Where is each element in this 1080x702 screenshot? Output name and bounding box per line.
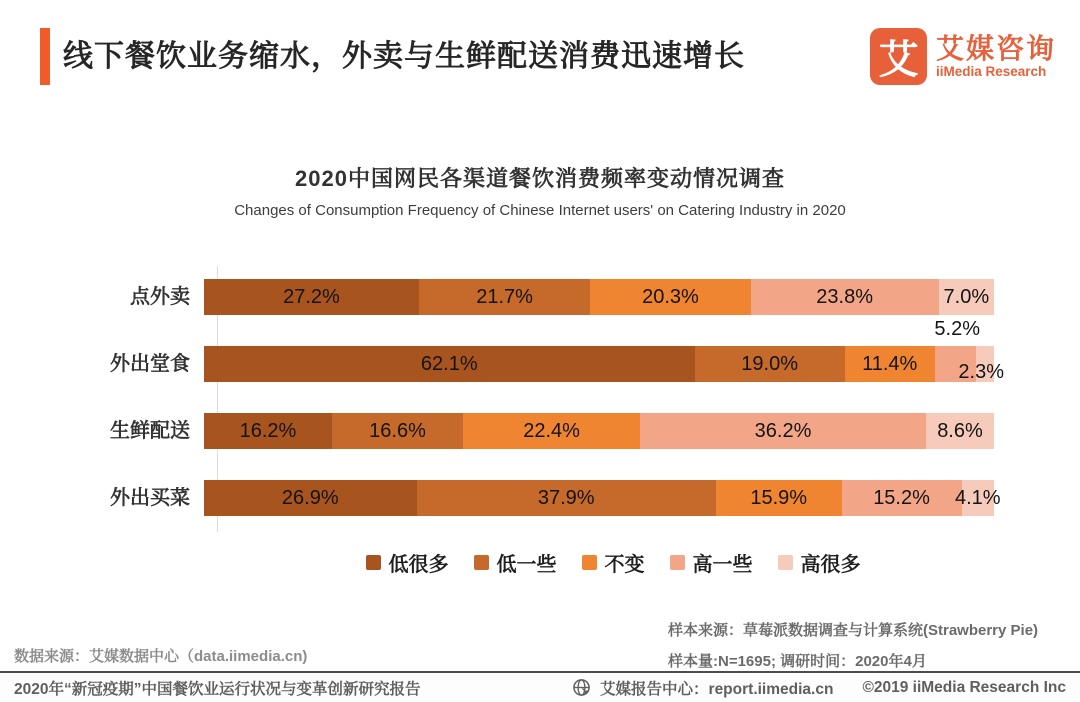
segment-value-label: 2.3% bbox=[958, 361, 1004, 383]
stacked-bar-chart bbox=[0, 279, 1080, 547]
legend-item bbox=[670, 548, 753, 577]
segment-value-label: 7.0% bbox=[943, 285, 990, 308]
legend-item bbox=[366, 548, 449, 577]
segment-value-label: 15.9% bbox=[750, 486, 808, 509]
bar-segment bbox=[954, 480, 1001, 516]
segment-value-label: 16.2% bbox=[239, 419, 297, 442]
legend-label: 高很多 bbox=[800, 554, 861, 576]
header bbox=[40, 28, 1056, 85]
bar-segment bbox=[845, 346, 935, 382]
legend-item bbox=[474, 548, 557, 577]
category-label: 外出买菜 bbox=[110, 487, 190, 509]
legend-swatch bbox=[670, 555, 685, 570]
chart-title: 2020中国网民各渠道餐饮消费频率变动情况调查 bbox=[295, 166, 785, 191]
chart-legend bbox=[218, 548, 1008, 577]
sample-info bbox=[668, 615, 1038, 677]
bar-segment bbox=[640, 413, 926, 449]
accent-bar bbox=[40, 28, 50, 85]
segment-value-label: 23.8% bbox=[816, 285, 874, 308]
bar-segment bbox=[590, 279, 750, 315]
bar-segment bbox=[204, 480, 417, 516]
segment-value-label: 37.9% bbox=[537, 486, 595, 509]
bar-segment bbox=[204, 413, 332, 449]
legend-label: 高一些 bbox=[692, 554, 753, 576]
bar-segment bbox=[417, 480, 716, 516]
legend-swatch bbox=[778, 555, 793, 570]
bar-segment bbox=[419, 279, 590, 315]
segment-value-label: 16.6% bbox=[369, 419, 426, 442]
segment-value-label: 62.1% bbox=[420, 352, 478, 375]
logo-name-en: iiMedia Research bbox=[935, 63, 1047, 79]
legend-swatch bbox=[474, 555, 489, 570]
bar-segment bbox=[695, 346, 845, 382]
bar-segment bbox=[842, 480, 962, 516]
segment-value-label: 5.2% bbox=[934, 318, 980, 340]
copyright: ©2019 iiMedia Research Inc bbox=[862, 678, 1066, 696]
bar-track bbox=[204, 279, 994, 315]
segment-value-label: 11.4% bbox=[862, 352, 918, 375]
bar-segment bbox=[926, 413, 994, 449]
legend-swatch bbox=[366, 555, 381, 570]
footer-strip bbox=[0, 673, 1080, 702]
sample-source: 样本来源：草莓派数据调查与计算系统(Strawberry Pie) bbox=[668, 622, 1039, 639]
legend-label: 不变 bbox=[604, 554, 645, 576]
legend-label: 低一些 bbox=[496, 554, 557, 576]
bar-row bbox=[0, 480, 1080, 516]
data-source: 数据来源：艾媒数据中心（data.iimedia.cn) bbox=[14, 648, 308, 665]
globe-icon bbox=[572, 678, 591, 697]
segment-value-label: 22.4% bbox=[523, 419, 580, 442]
category-label: 生鲜配送 bbox=[110, 420, 190, 442]
category-label: 点外卖 bbox=[130, 286, 190, 308]
bar-segment bbox=[751, 279, 939, 315]
bar-segment bbox=[204, 346, 695, 382]
segment-value-label: 21.7% bbox=[476, 285, 533, 308]
iimedia-logo-icon: 艾 bbox=[870, 28, 927, 85]
bar-track bbox=[204, 480, 1001, 516]
segment-value-label: 27.2% bbox=[283, 285, 340, 308]
bar-segment bbox=[204, 279, 419, 315]
bar-segment bbox=[463, 413, 640, 449]
legend-label: 低很多 bbox=[388, 554, 449, 576]
bar-track bbox=[204, 318, 1004, 383]
segment-value-label: 8.6% bbox=[937, 419, 983, 442]
bar-segment bbox=[939, 279, 994, 315]
legend-item bbox=[778, 548, 861, 577]
segment-value-label: 19.0% bbox=[741, 352, 798, 375]
iimedia-logo bbox=[870, 28, 1056, 85]
footer-strip-right bbox=[572, 677, 1066, 699]
bar-segment bbox=[716, 480, 842, 516]
category-label: 外出堂食 bbox=[110, 353, 190, 375]
bar-row bbox=[0, 279, 1080, 315]
page-title: 线下餐饮业务缩水，外卖与生鲜配送消费迅速增长 bbox=[63, 40, 745, 73]
report-title: 2020年“新冠疫期”中国餐饮业运行状况与变革创新研究报告 bbox=[14, 680, 421, 698]
report-center-link: 艾媒报告中心：report.iimedia.cn bbox=[600, 680, 834, 698]
bar-track bbox=[204, 413, 994, 449]
segment-value-label: 26.9% bbox=[281, 486, 339, 509]
logo-name-cn: 艾媒咨询 bbox=[935, 33, 1056, 65]
bar-row bbox=[0, 413, 1080, 449]
bar-row bbox=[0, 318, 1080, 383]
segment-value-label: 4.1% bbox=[954, 486, 1001, 509]
segment-value-label: 36.2% bbox=[754, 419, 812, 442]
chart-subtitle: Changes of Consumption Frequency of Chinese Internet users' on Catering Industry in 2020 bbox=[234, 202, 846, 219]
legend-swatch bbox=[582, 555, 597, 570]
segment-value-label: 15.2% bbox=[873, 486, 930, 509]
segment-value-label: 20.3% bbox=[642, 285, 699, 308]
bar-segment bbox=[332, 413, 463, 449]
sample-size: 样本量:N=1695; 调研时间：2020年4月 bbox=[668, 653, 927, 670]
legend-item bbox=[582, 548, 645, 577]
